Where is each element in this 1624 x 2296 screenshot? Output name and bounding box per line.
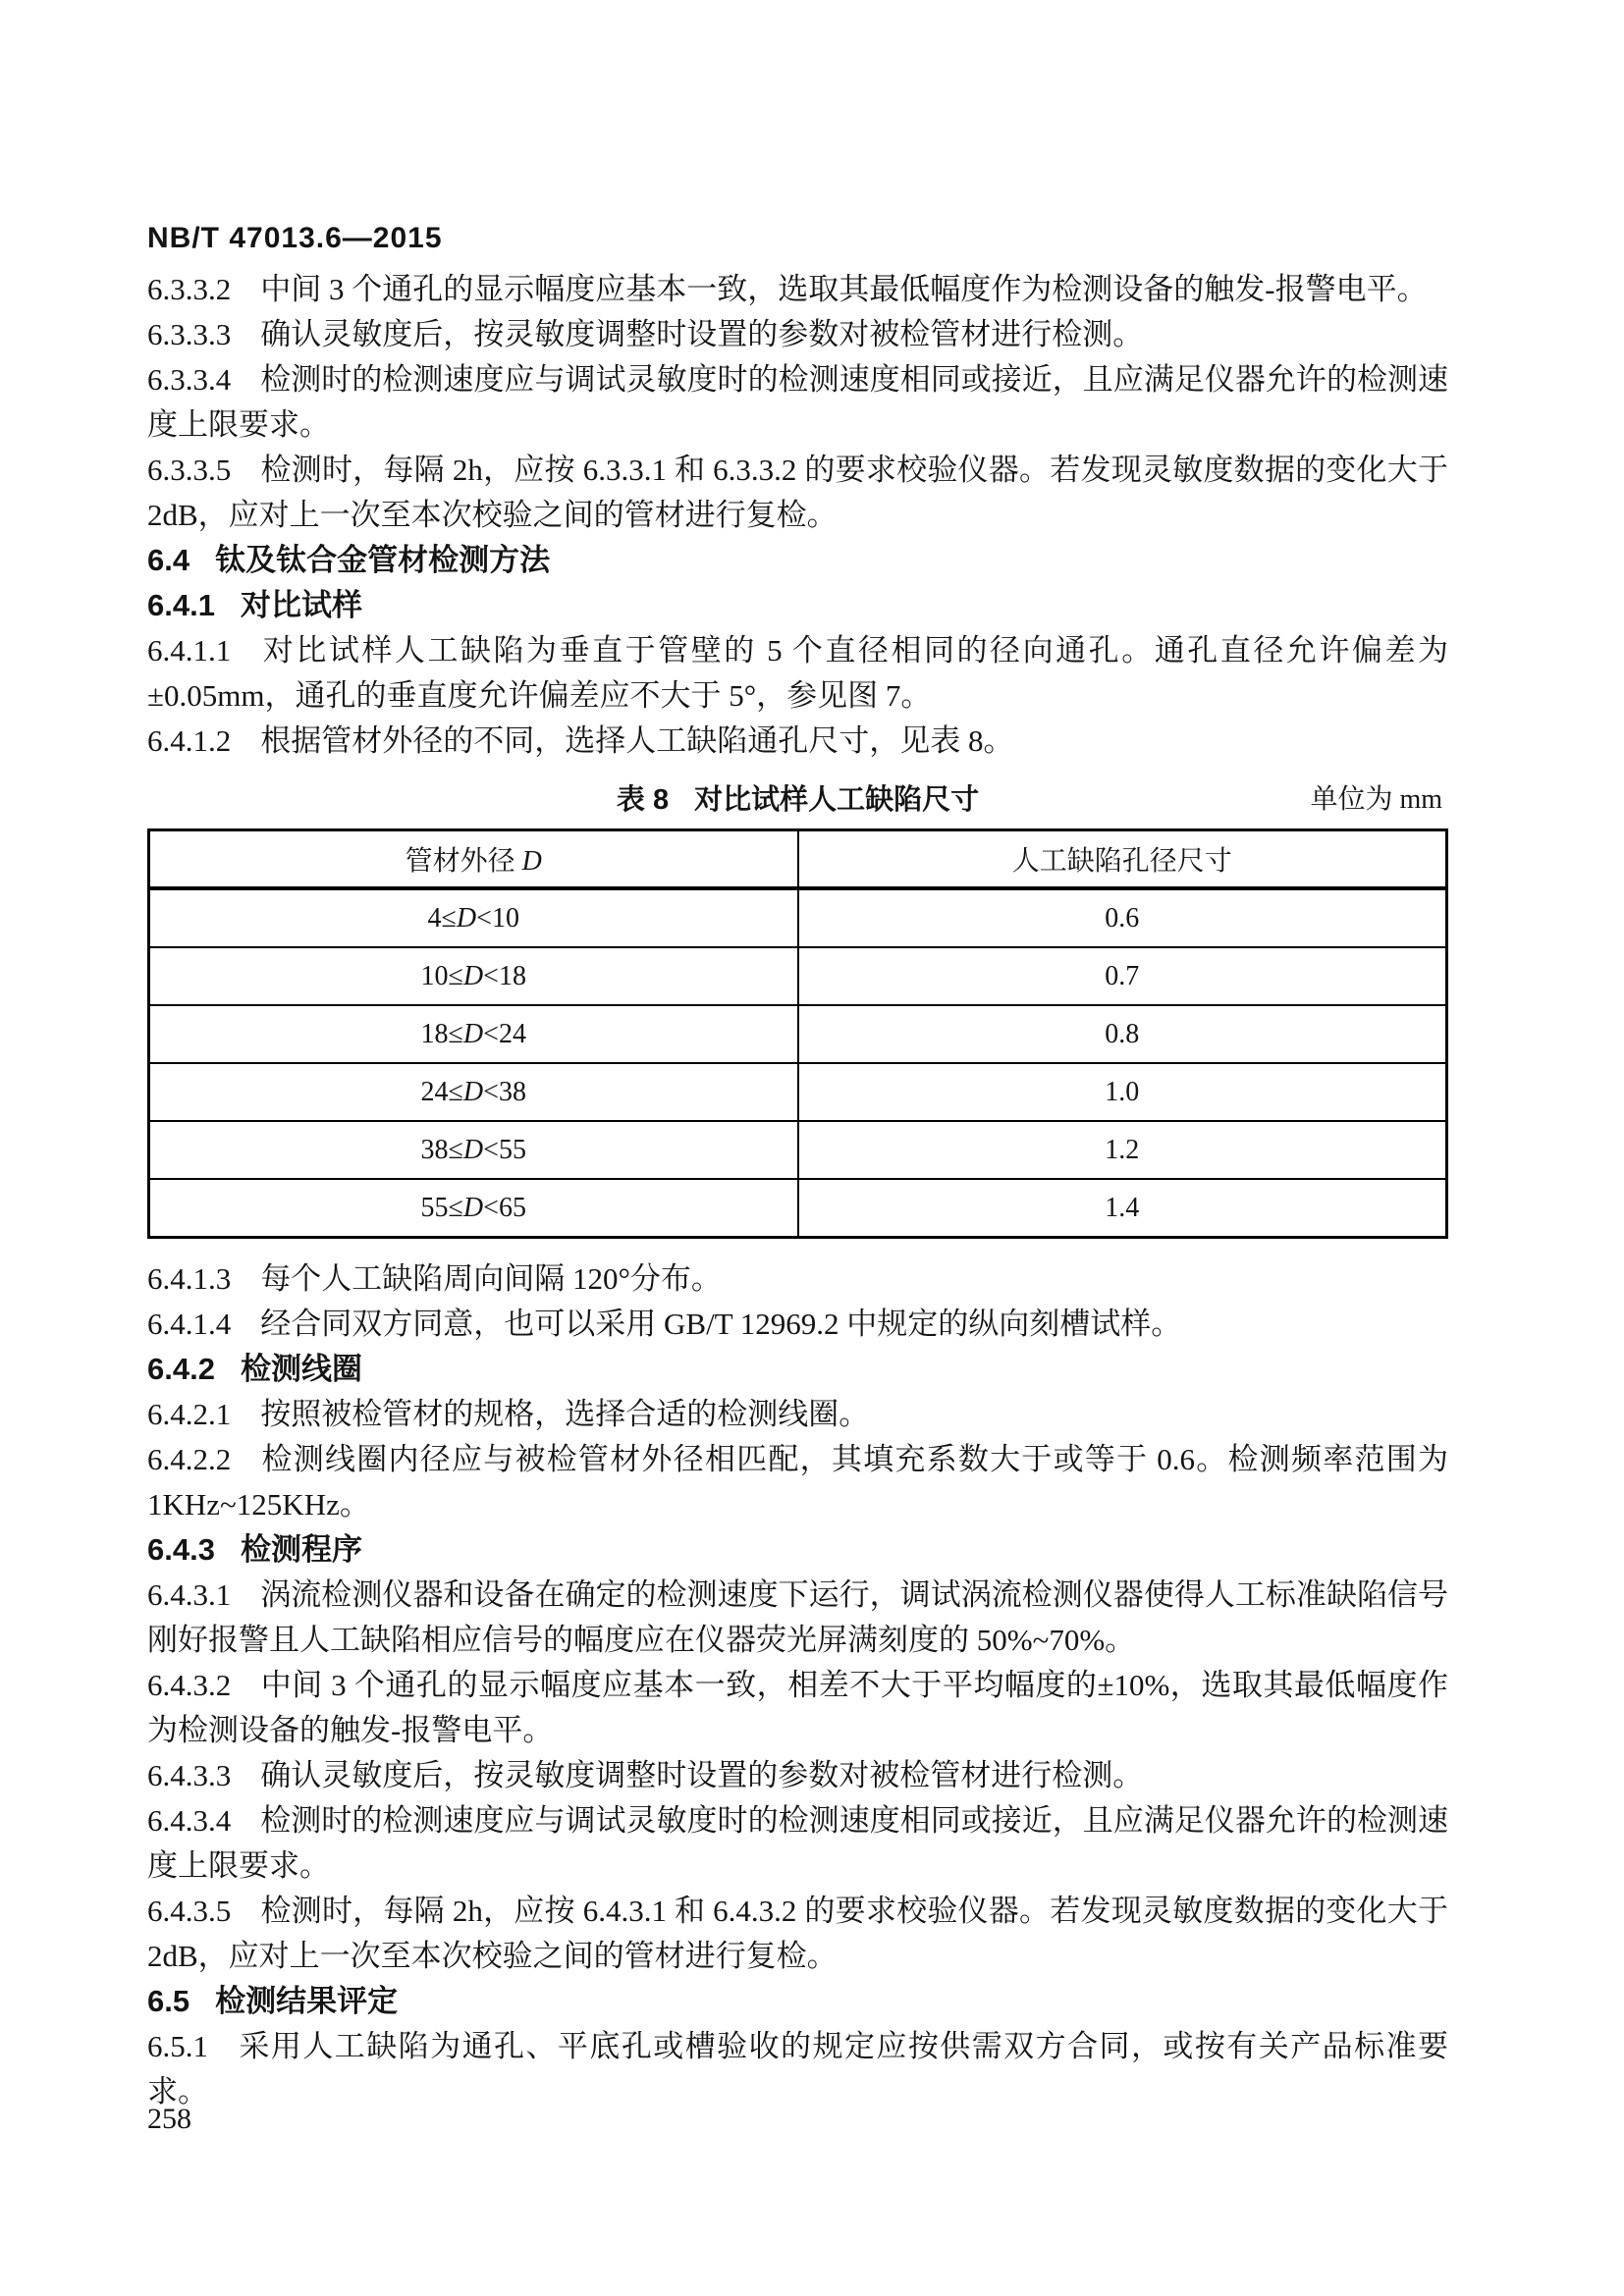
clause-paragraph — [147, 448, 1448, 538]
table-body — [149, 888, 1447, 1238]
clause-text: 钛及钛合金管材检测方法 — [215, 543, 551, 577]
clauses-after-table — [147, 1256, 1448, 2114]
table-header-cell: 人工缺陷孔径尺寸 — [798, 830, 1447, 889]
clause-text: 中间 3 个通孔的显示幅度应基本一致，相差不大于平均幅度的±10%，选取其最低幅度作为检测设备的触发-报警电平。 — [147, 1668, 1448, 1747]
clause-number: 6.5 — [147, 1984, 190, 2018]
page-number: 258 — [147, 2103, 191, 2135]
clause-paragraph — [147, 1798, 1448, 1889]
section-heading — [147, 538, 1448, 583]
clause-text: 涡流检测仪器和设备在确定的检测速度下运行，调试涡流检测仪器使得人工标准缺陷信号刚好报警且人工缺陷相应信号的幅度应在仪器荧光屏满刻度的 50%~70%。 — [147, 1577, 1448, 1657]
clause-paragraph — [147, 1889, 1448, 1979]
table-caption-text: 对比试样人工缺陷尺寸 — [694, 784, 980, 816]
table-caption-label: 表 8 — [616, 784, 670, 816]
table-cell-hole-size: 0.6 — [798, 888, 1447, 947]
clause-paragraph — [147, 628, 1448, 719]
table-caption-row — [147, 777, 1448, 823]
clause-paragraph — [147, 1573, 1448, 1663]
clause-paragraph — [147, 1663, 1448, 1753]
table-cell-hole-size: 1.2 — [798, 1121, 1447, 1179]
clause-paragraph — [147, 312, 1448, 357]
clause-text: 采用人工缺陷为通孔、平底孔或槽验收的规定应按供需双方合同，或按有关产品标准要求。 — [147, 2029, 1448, 2109]
clause-number: 6.4.2 — [147, 1352, 215, 1386]
table-cell-diameter-range: 38≤D<55 — [149, 1121, 798, 1179]
table-cell-hole-size: 1.0 — [798, 1063, 1447, 1121]
clause-text: 中间 3 个通孔的显示幅度应基本一致，选取其最低幅度作为检测设备的触发-报警电平。 — [260, 272, 1428, 306]
clause-text: 经合同双方同意，也可以采用 GB/T 12969.2 中规定的纵向刻槽试样。 — [260, 1307, 1182, 1341]
clause-number: 6.4.2.2 — [147, 1442, 232, 1476]
diameter-variable: D — [521, 846, 542, 877]
table-row — [149, 1063, 1447, 1121]
diameter-variable: D — [462, 1134, 484, 1165]
clause-number: 6.3.3.5 — [147, 453, 232, 487]
clause-text: 检测时，每隔 2h，应按 6.4.3.1 和 6.4.3.2 的要求校验仪器。若发现灵敏度数据的变化大于 2dB，应对上一次至本次校验之间的管材进行复检。 — [147, 1894, 1448, 1973]
clause-number: 6.4.3.2 — [147, 1668, 232, 1702]
clause-number: 6.4.3.5 — [147, 1894, 232, 1928]
clause-number: 6.4.3 — [147, 1532, 215, 1567]
section-heading — [147, 1527, 1448, 1573]
clause-number: 6.3.3.2 — [147, 272, 232, 306]
diameter-variable: D — [462, 1192, 484, 1223]
table-cell-diameter-range: 18≤D<24 — [149, 1005, 798, 1063]
clause-paragraph — [147, 1392, 1448, 1437]
clause-text: 根据管材外径的不同，选择人工缺陷通孔尺寸，见表 8。 — [260, 723, 1014, 758]
clause-text: 检测时的检测速度应与调试灵敏度时的检测速度相同或接近，且应满足仪器允许的检测速度上限要求。 — [147, 362, 1448, 442]
defect-size-table — [147, 828, 1448, 1239]
clause-paragraph — [147, 267, 1448, 312]
table-header-cell: 管材外径 D — [149, 830, 798, 889]
table-row — [149, 1005, 1447, 1063]
diameter-variable: D — [462, 1076, 484, 1107]
clause-number: 6.4.1 — [147, 588, 215, 622]
clause-text: 按照被检管材的规格，选择合适的检测线圈。 — [260, 1397, 870, 1431]
clause-paragraph — [147, 1753, 1448, 1798]
clause-text: 确认灵敏度后，按灵敏度调整时设置的参数对被检管材进行检测。 — [260, 317, 1144, 351]
table-head — [149, 830, 1447, 889]
table-cell-diameter-range: 10≤D<18 — [149, 947, 798, 1005]
clause-text: 检测时，每隔 2h，应按 6.3.3.1 和 6.3.3.2 的要求校验仪器。若发现灵敏度数据的变化大于 2dB，应对上一次至本次校验之间的管材进行复检。 — [147, 453, 1448, 532]
diameter-variable: D — [462, 960, 484, 991]
clause-text: 对比试样 — [240, 588, 362, 622]
section-heading — [147, 1347, 1448, 1392]
clause-paragraph — [147, 719, 1448, 764]
clause-number: 6.4.1.2 — [147, 723, 232, 758]
diameter-variable: D — [456, 902, 477, 934]
clause-paragraph — [147, 357, 1448, 448]
clause-text: 检测程序 — [240, 1532, 362, 1567]
clause-number: 6.4.3.4 — [147, 1803, 232, 1838]
clause-text: 确认灵敏度后，按灵敏度调整时设置的参数对被检管材进行检测。 — [260, 1758, 1144, 1792]
table-row — [149, 1121, 1447, 1179]
table-cell-hole-size: 0.8 — [798, 1005, 1447, 1063]
table-cell-diameter-range: 4≤D<10 — [149, 888, 798, 947]
clause-text: 每个人工缺陷周向间隔 120°分布。 — [260, 1261, 722, 1296]
clause-paragraph — [147, 1256, 1448, 1302]
clause-paragraph — [147, 1437, 1448, 1527]
clause-text: 检测时的检测速度应与调试灵敏度时的检测速度相同或接近，且应满足仪器允许的检测速度上限要求。 — [147, 1803, 1448, 1883]
clause-number: 6.4.3.1 — [147, 1577, 232, 1612]
clause-number: 6.3.3.4 — [147, 362, 232, 397]
clause-number: 6.4.1.4 — [147, 1307, 232, 1341]
table-cell-diameter-range: 24≤D<38 — [149, 1063, 798, 1121]
page-content — [147, 267, 1448, 2114]
standard-number-header: NB/T 47013.6—2015 — [147, 222, 443, 254]
table-row — [149, 947, 1447, 1005]
clause-text: 检测线圈内径应与被检管材外径相匹配，其填充系数大于或等于 0.6。检测频率范围为 1KHz~125KHz。 — [147, 1442, 1448, 1522]
section-heading — [147, 1979, 1448, 2024]
clauses-before-table — [147, 267, 1448, 764]
clause-number: 6.4 — [147, 543, 190, 577]
table-caption — [147, 777, 1448, 823]
clause-paragraph — [147, 2024, 1448, 2114]
section-heading — [147, 583, 1448, 628]
table-cell-diameter-range: 55≤D<65 — [149, 1179, 798, 1238]
clause-text: 检测结果评定 — [215, 1984, 399, 2018]
clause-number: 6.4.2.1 — [147, 1397, 232, 1431]
clause-text: 对比试样人工缺陷为垂直于管壁的 5 个直径相同的径向通孔。通孔直径允许偏差为±0.05mm，通孔的垂直度允许偏差应不大于 5°，参见图 7。 — [147, 633, 1448, 713]
clause-text: 检测线圈 — [240, 1352, 362, 1386]
table-cell-hole-size: 1.4 — [798, 1179, 1447, 1238]
clause-number: 6.4.1.1 — [147, 633, 232, 667]
table-row — [149, 888, 1447, 947]
table-unit-note: 单位为 mm — [1310, 784, 1442, 815]
clause-paragraph — [147, 1302, 1448, 1347]
table-row — [149, 1179, 1447, 1238]
table-header-row — [149, 830, 1447, 889]
clause-number: 6.3.3.3 — [147, 317, 232, 351]
diameter-variable: D — [462, 1018, 484, 1049]
clause-number: 6.5.1 — [147, 2029, 208, 2063]
clause-number: 6.4.3.3 — [147, 1758, 232, 1792]
clause-number: 6.4.1.3 — [147, 1261, 232, 1296]
table-cell-hole-size: 0.7 — [798, 947, 1447, 1005]
